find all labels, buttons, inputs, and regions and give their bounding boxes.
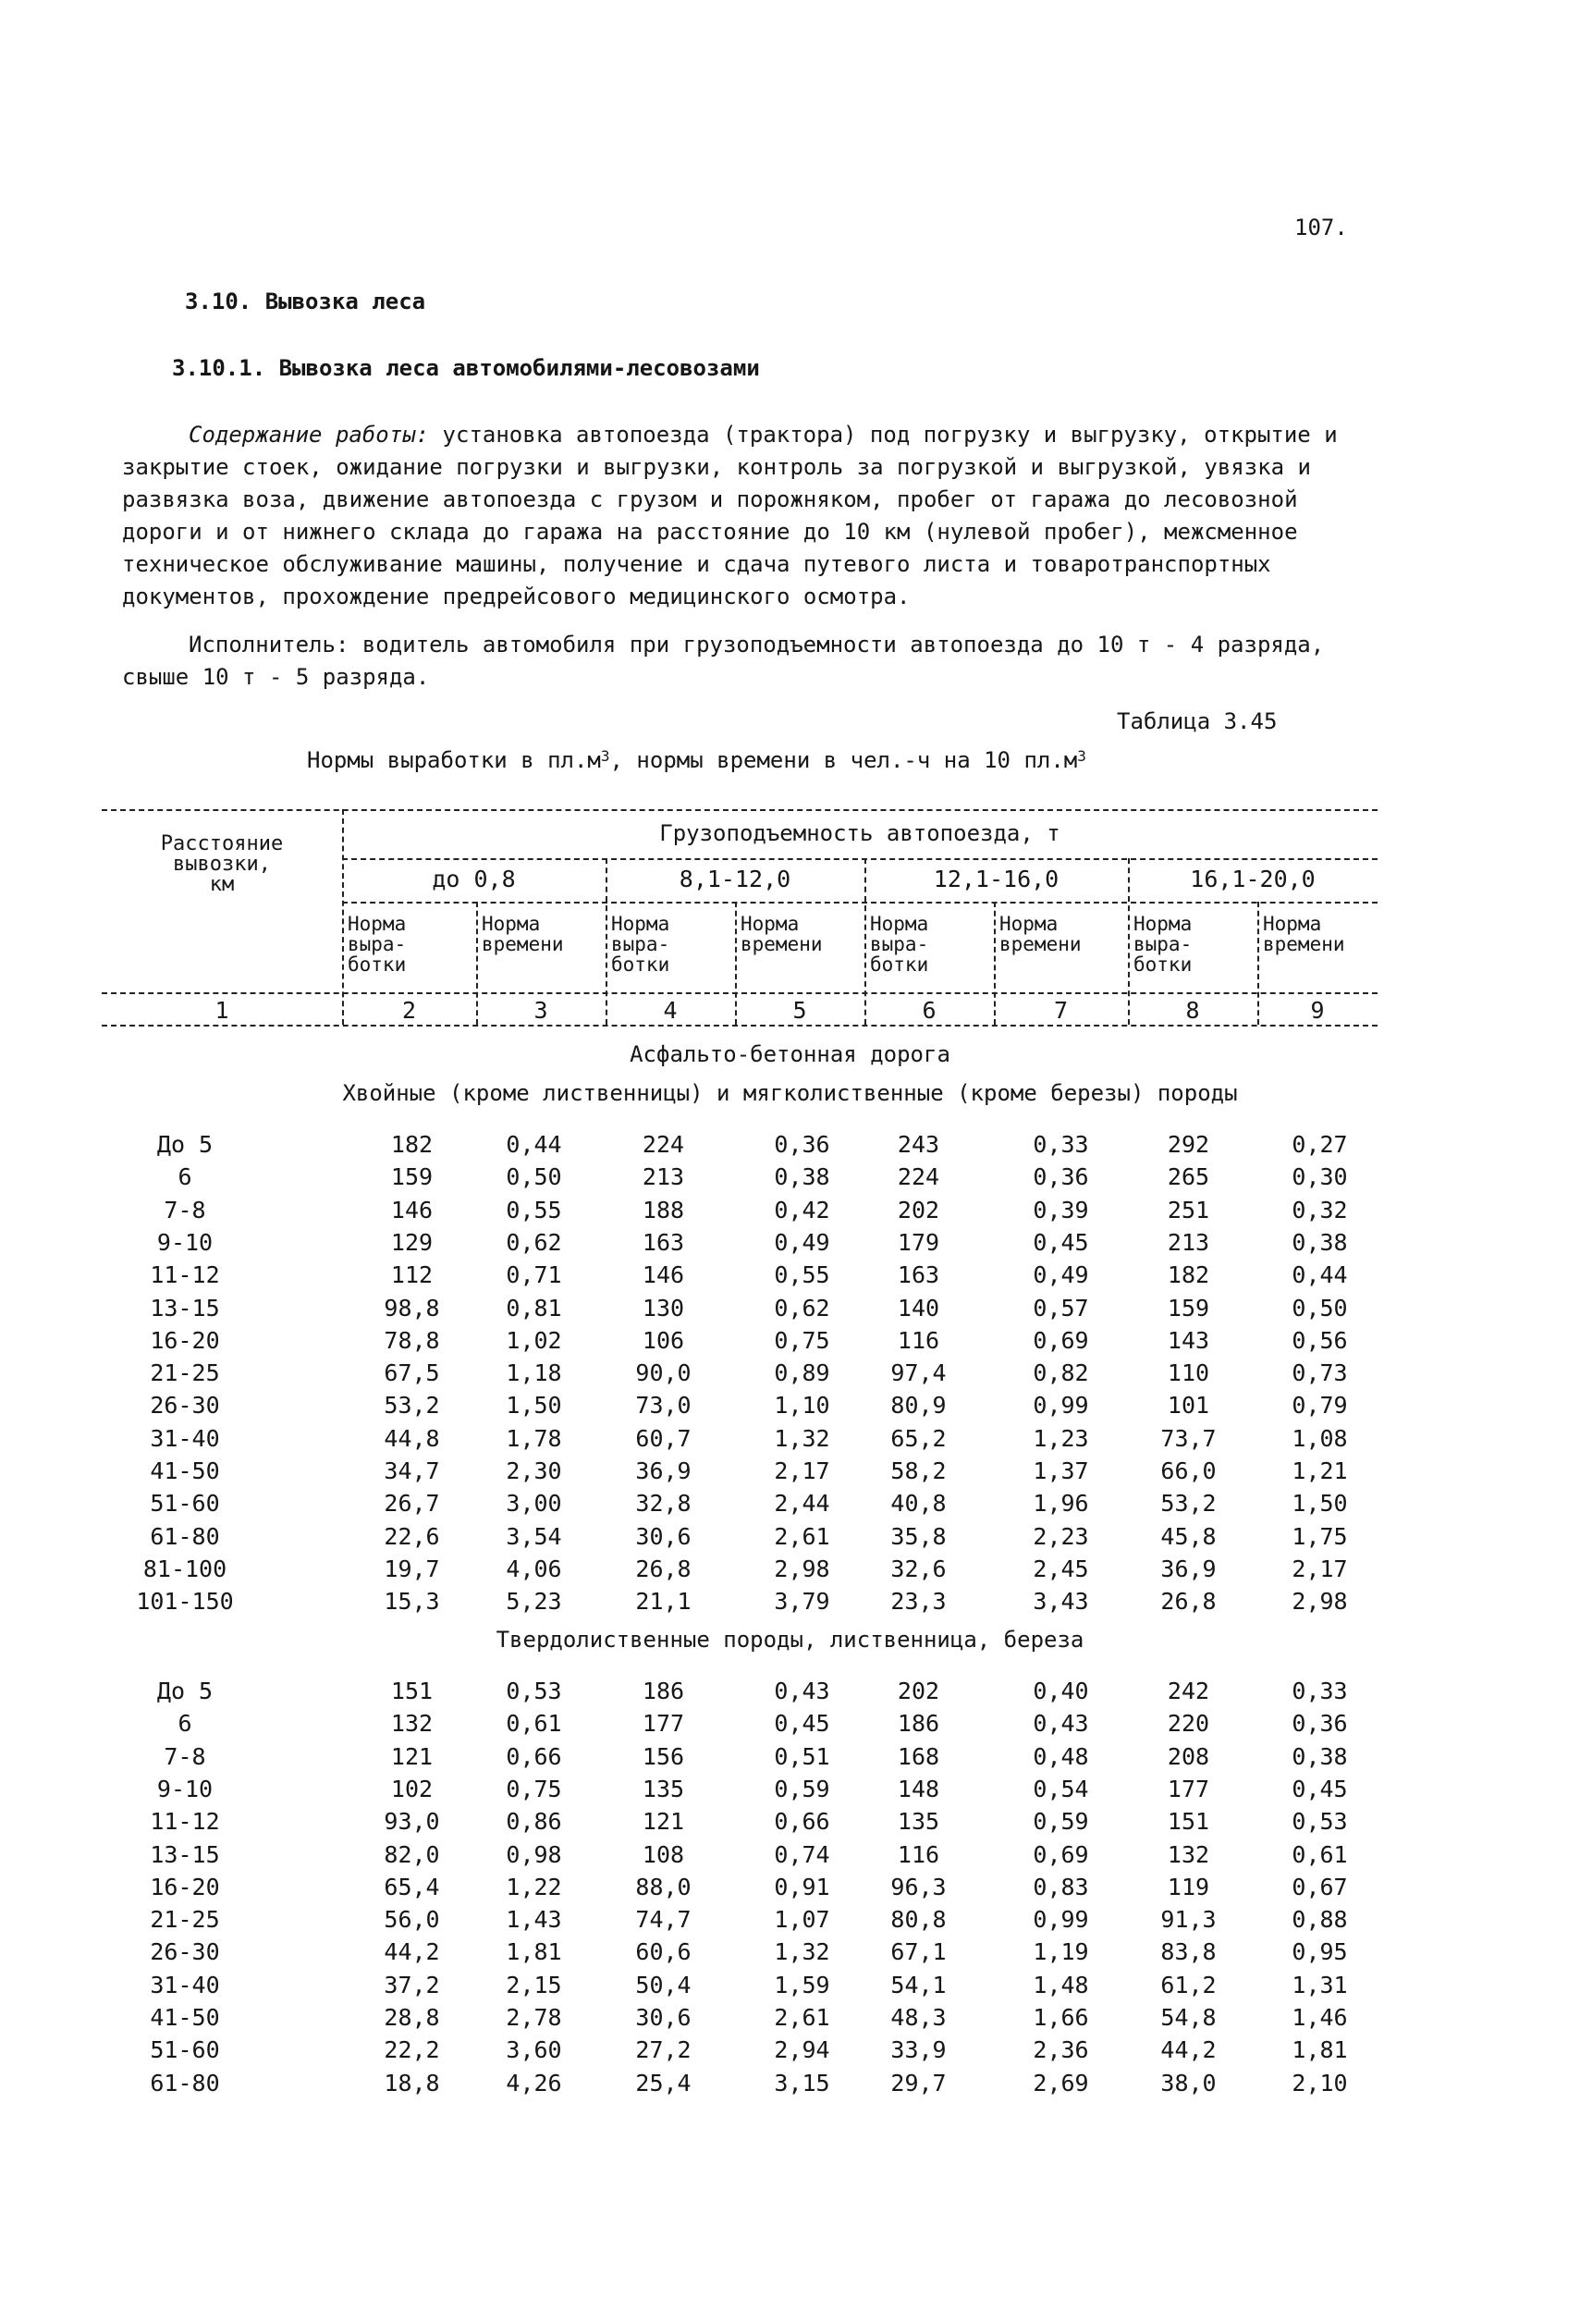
- value-cell: 44,2: [1160, 2036, 1217, 2063]
- time-norm-header: Норма времени: [482, 913, 564, 955]
- value-cell: 1,07: [774, 1906, 830, 1933]
- value-cell: 182: [390, 1131, 434, 1158]
- value-cell: 2,98: [1292, 1588, 1348, 1615]
- column-number: 3: [533, 997, 548, 1024]
- value-cell: 0,55: [774, 1261, 830, 1288]
- column-number-rule: [102, 1025, 1378, 1027]
- distance-cell: 26-30: [150, 1938, 220, 1965]
- value-cell: 151: [390, 1678, 434, 1704]
- value-cell: 91,3: [1160, 1906, 1217, 1933]
- value-cell: 0,74: [774, 1841, 830, 1868]
- distance-cell: 6: [178, 1163, 192, 1190]
- distance-cell: 9-10: [156, 1229, 214, 1256]
- value-cell: 0,42: [774, 1197, 830, 1223]
- value-cell: 1,81: [506, 1938, 562, 1965]
- value-cell: 26,8: [635, 1555, 692, 1582]
- output-norm-header: Норма выра- ботки: [870, 913, 929, 976]
- value-cell: 0,81: [506, 1295, 562, 1322]
- output-norm-header: Норма выра- ботки: [348, 913, 407, 976]
- value-cell: 130: [642, 1295, 685, 1322]
- value-cell: 140: [897, 1295, 940, 1322]
- distance-cell: 21-25: [150, 1359, 220, 1386]
- value-cell: 1,21: [1292, 1457, 1348, 1484]
- value-cell: 186: [642, 1678, 685, 1704]
- value-cell: 1,31: [1292, 1972, 1348, 1998]
- value-cell: 32,6: [890, 1555, 947, 1582]
- value-cell: 116: [897, 1327, 940, 1354]
- executor-paragraph: [122, 629, 1361, 694]
- column-number: 7: [1053, 997, 1069, 1024]
- distance-cell: 11-12: [150, 1261, 220, 1288]
- value-cell: 146: [390, 1197, 434, 1223]
- value-cell: 208: [1167, 1743, 1210, 1770]
- value-cell: 1,43: [506, 1906, 562, 1933]
- value-cell: 0,45: [1292, 1776, 1348, 1802]
- value-cell: 60,6: [635, 1938, 692, 1965]
- value-cell: 2,78: [506, 2004, 562, 2031]
- distance-cell: 61-80: [150, 1523, 220, 1550]
- value-cell: 80,8: [890, 1906, 947, 1933]
- value-cell: 0,36: [774, 1131, 830, 1158]
- value-cell: 0,57: [1033, 1295, 1089, 1322]
- value-cell: 0,62: [774, 1295, 830, 1322]
- value-cell: 88,0: [635, 1874, 692, 1900]
- value-cell: 28,8: [384, 2004, 440, 2031]
- value-cell: 30,6: [635, 2004, 692, 2031]
- value-cell: 26,7: [384, 1490, 440, 1517]
- value-cell: 179: [897, 1229, 940, 1256]
- value-cell: 0,43: [774, 1678, 830, 1704]
- value-cell: 5,23: [506, 1588, 562, 1615]
- value-cell: 135: [642, 1776, 685, 1802]
- value-cell: 0,53: [506, 1678, 562, 1704]
- value-cell: 102: [390, 1776, 434, 1802]
- value-cell: 2,61: [774, 1523, 830, 1550]
- table-caption: Нормы выработки в $пл.м^3$, нормы времени в чел.-ч на 10 $пл.м^3$: [307, 747, 1086, 773]
- value-cell: 0,83: [1033, 1874, 1089, 1900]
- value-cell: 1,78: [506, 1425, 562, 1452]
- column-number: 1: [214, 997, 229, 1024]
- capacity-group: 16,1-20,0: [1190, 866, 1316, 892]
- value-cell: 73,0: [635, 1392, 692, 1419]
- value-cell: 15,3: [384, 1588, 440, 1615]
- table-top-rule: [102, 809, 1378, 811]
- value-cell: 0,49: [1033, 1261, 1089, 1288]
- value-cell: 44,2: [384, 1938, 440, 1965]
- value-cell: 0,82: [1033, 1359, 1089, 1386]
- value-cell: 224: [897, 1163, 940, 1190]
- value-cell: 163: [642, 1229, 685, 1256]
- value-cell: 1,66: [1033, 2004, 1089, 2031]
- value-cell: 251: [1167, 1197, 1210, 1223]
- capacity-group: до 0,8: [432, 866, 516, 892]
- header-rule: [102, 992, 1378, 994]
- value-cell: 96,3: [890, 1874, 947, 1900]
- value-cell: 0,73: [1292, 1359, 1348, 1386]
- value-cell: 132: [390, 1710, 434, 1737]
- value-cell: 2,94: [774, 2036, 830, 2063]
- value-cell: 56,0: [384, 1906, 440, 1933]
- value-cell: 2,10: [1292, 2070, 1348, 2097]
- value-cell: 0,89: [774, 1359, 830, 1386]
- value-cell: 80,9: [890, 1392, 947, 1419]
- value-cell: 2,45: [1033, 1555, 1089, 1582]
- capacity-group: 12,1-16,0: [933, 866, 1059, 892]
- value-cell: 0,66: [506, 1743, 562, 1770]
- value-cell: 159: [390, 1163, 434, 1190]
- value-cell: 0,55: [506, 1197, 562, 1223]
- value-cell: 1,59: [774, 1972, 830, 1998]
- value-cell: 2,98: [774, 1555, 830, 1582]
- work-content-paragraph: [122, 419, 1361, 613]
- value-cell: 265: [1167, 1163, 1210, 1190]
- value-cell: 0,36: [1033, 1163, 1089, 1190]
- capacity-header: Грузоподъемность автопоезда, т: [659, 820, 1060, 846]
- value-cell: 202: [897, 1197, 940, 1223]
- capacity-rule: [342, 858, 1378, 860]
- value-cell: 0,27: [1292, 1131, 1348, 1158]
- distance-cell: 9-10: [156, 1776, 214, 1802]
- value-cell: 0,98: [506, 1841, 562, 1868]
- value-cell: 0,71: [506, 1261, 562, 1288]
- value-cell: 23,3: [890, 1588, 947, 1615]
- distance-cell: 31-40: [150, 1425, 220, 1452]
- distance-cell: 51-60: [150, 2036, 220, 2063]
- output-norm-header: Норма выра- ботки: [611, 913, 670, 976]
- column-number: 6: [922, 997, 937, 1024]
- value-cell: 0,33: [1033, 1131, 1089, 1158]
- value-cell: 132: [1167, 1841, 1210, 1868]
- distance-cell: 61-80: [150, 2070, 220, 2097]
- value-cell: 0,53: [1292, 1808, 1348, 1835]
- value-cell: 0,69: [1033, 1841, 1089, 1868]
- distance-cell: 51-60: [150, 1490, 220, 1517]
- value-cell: 34,7: [384, 1457, 440, 1484]
- value-cell: 119: [1167, 1874, 1210, 1900]
- value-cell: 0,38: [1292, 1229, 1348, 1256]
- value-cell: 1,10: [774, 1392, 830, 1419]
- value-cell: 0,99: [1033, 1392, 1089, 1419]
- value-cell: 4,26: [506, 2070, 562, 2097]
- value-cell: 22,6: [384, 1523, 440, 1550]
- value-cell: 159: [1167, 1295, 1210, 1322]
- value-cell: 1,37: [1033, 1457, 1089, 1484]
- value-cell: 37,2: [384, 1972, 440, 1998]
- value-cell: 74,7: [635, 1906, 692, 1933]
- value-cell: 156: [642, 1743, 685, 1770]
- value-cell: 82,0: [384, 1841, 440, 1868]
- value-cell: 177: [1167, 1776, 1210, 1802]
- output-norm-header: Норма выра- ботки: [1133, 913, 1193, 976]
- group-rule: [342, 902, 1378, 904]
- distance-cell: 11-12: [150, 1808, 220, 1835]
- value-cell: 36,9: [1160, 1555, 1217, 1582]
- capacity-group: 8,1-12,0: [679, 866, 791, 892]
- value-cell: 0,36: [1292, 1710, 1348, 1737]
- value-cell: 27,2: [635, 2036, 692, 2063]
- distance-cell: 13-15: [150, 1295, 220, 1322]
- time-norm-header: Норма времени: [999, 913, 1082, 955]
- road-title: Асфальто-бетонная дорога: [630, 1041, 950, 1067]
- value-cell: 30,6: [635, 1523, 692, 1550]
- value-cell: 0,59: [774, 1776, 830, 1802]
- distance-cell: До 5: [156, 1678, 214, 1704]
- value-cell: 143: [1167, 1327, 1210, 1354]
- distance-cell: 16-20: [150, 1327, 220, 1354]
- value-cell: 21,1: [635, 1588, 692, 1615]
- value-cell: 168: [897, 1743, 940, 1770]
- value-cell: 2,44: [774, 1490, 830, 1517]
- value-cell: 0,62: [506, 1229, 562, 1256]
- value-cell: 22,2: [384, 2036, 440, 2063]
- time-norm-header: Норма времени: [1263, 913, 1345, 955]
- value-cell: 110: [1167, 1359, 1210, 1386]
- value-cell: 67,5: [384, 1359, 440, 1386]
- value-cell: 242: [1167, 1678, 1210, 1704]
- value-cell: 67,1: [890, 1938, 947, 1965]
- value-cell: 44,8: [384, 1425, 440, 1452]
- value-cell: 0,38: [1292, 1743, 1348, 1770]
- content-text: установка автопоезда (трактора) под погрузку и выгрузку, открытие и закрытие стоек, ожидание погрузки и выгрузки, контроль за погрузкой и выгрузкой, увязка и развязка воза, движение автопоезда с грузом и порожняком, пробег от гаража до лесовозной дороги и от нижнего склада до гаража на расстояние до 10 км (нулевой пробег), межсменное техническое обслуживание машины, получение и сдача путевого листа и товаротранспортных документов, прохождение предрейсового медицинского осмотра.: [122, 422, 1338, 609]
- value-cell: 0,32: [1292, 1197, 1348, 1223]
- value-cell: 18,8: [384, 2070, 440, 2097]
- value-cell: 0,75: [506, 1776, 562, 1802]
- value-cell: 0,43: [1033, 1710, 1089, 1737]
- value-cell: 3,60: [506, 2036, 562, 2063]
- value-cell: 0,30: [1292, 1163, 1348, 1190]
- value-cell: 1,46: [1292, 2004, 1348, 2031]
- value-cell: 1,50: [506, 1392, 562, 1419]
- time-norm-header: Норма времени: [741, 913, 823, 955]
- distance-cell: 21-25: [150, 1906, 220, 1933]
- value-cell: 4,06: [506, 1555, 562, 1582]
- value-cell: 32,8: [635, 1490, 692, 1517]
- distance-cell: 7-8: [164, 1743, 206, 1770]
- distance-cell: 7-8: [164, 1197, 206, 1223]
- value-cell: 2,15: [506, 1972, 562, 1998]
- value-cell: 0,50: [506, 1163, 562, 1190]
- column-number: 8: [1185, 997, 1200, 1024]
- value-cell: 0,51: [774, 1743, 830, 1770]
- value-cell: 0,79: [1292, 1392, 1348, 1419]
- distance-cell: 26-30: [150, 1392, 220, 1419]
- value-cell: 2,36: [1033, 2036, 1089, 2063]
- value-cell: 0,48: [1033, 1743, 1089, 1770]
- value-cell: 0,88: [1292, 1906, 1348, 1933]
- value-cell: 121: [390, 1743, 434, 1770]
- value-cell: 0,33: [1292, 1678, 1348, 1704]
- distance-cell: 31-40: [150, 1972, 220, 1998]
- value-cell: 2,17: [1292, 1555, 1348, 1582]
- value-cell: 0,45: [774, 1710, 830, 1737]
- column-number: 4: [663, 997, 678, 1024]
- value-cell: 0,61: [506, 1710, 562, 1737]
- distance-cell: 16-20: [150, 1874, 220, 1900]
- value-cell: 2,61: [774, 2004, 830, 2031]
- value-cell: 90,0: [635, 1359, 692, 1386]
- value-cell: 224: [642, 1131, 685, 1158]
- value-cell: 58,2: [890, 1457, 947, 1484]
- value-cell: 3,00: [506, 1490, 562, 1517]
- executor-text: Исполнитель: водитель автомобиля при грузоподъемности автопоезда до 10 т - 4 разряда, свыше 10 т - 5 разряда.: [122, 632, 1325, 690]
- value-cell: 97,4: [890, 1359, 947, 1386]
- value-cell: 3,43: [1033, 1588, 1089, 1615]
- value-cell: 1,02: [506, 1327, 562, 1354]
- value-cell: 0,66: [774, 1808, 830, 1835]
- value-cell: 54,8: [1160, 2004, 1217, 2031]
- value-cell: 0,95: [1292, 1938, 1348, 1965]
- value-cell: 116: [897, 1841, 940, 1868]
- value-cell: 3,15: [774, 2070, 830, 2097]
- value-cell: 112: [390, 1261, 434, 1288]
- section-title: Твердолиственные породы, лиственница, береза: [496, 1627, 1084, 1653]
- value-cell: 0,40: [1033, 1678, 1089, 1704]
- section-title: 3.10. Вывозка леса: [185, 289, 426, 314]
- value-cell: 177: [642, 1710, 685, 1737]
- table-label: Таблица 3.45: [1117, 708, 1278, 734]
- value-cell: 36,9: [635, 1457, 692, 1484]
- value-cell: 73,7: [1160, 1425, 1217, 1452]
- column-number: 2: [401, 997, 417, 1024]
- value-cell: 98,8: [384, 1295, 440, 1322]
- value-cell: 108: [642, 1841, 685, 1868]
- value-cell: 66,0: [1160, 1457, 1217, 1484]
- value-cell: 213: [642, 1163, 685, 1190]
- value-cell: 26,8: [1160, 1588, 1217, 1615]
- value-cell: 163: [897, 1261, 940, 1288]
- value-cell: 38,0: [1160, 2070, 1217, 2097]
- value-cell: 0,38: [774, 1163, 830, 1190]
- value-cell: 0,49: [774, 1229, 830, 1256]
- value-cell: 29,7: [890, 2070, 947, 2097]
- distance-cell: 41-50: [150, 2004, 220, 2031]
- page-number: 107.: [1294, 215, 1348, 240]
- value-cell: 0,91: [774, 1874, 830, 1900]
- value-cell: 0,45: [1033, 1229, 1089, 1256]
- value-cell: 33,9: [890, 2036, 947, 2063]
- value-cell: 1,18: [506, 1359, 562, 1386]
- value-cell: 1,75: [1292, 1523, 1348, 1550]
- value-cell: 148: [897, 1776, 940, 1802]
- value-cell: 1,19: [1033, 1938, 1089, 1965]
- value-cell: 151: [1167, 1808, 1210, 1835]
- value-cell: 3,54: [506, 1523, 562, 1550]
- value-cell: 106: [642, 1327, 685, 1354]
- value-cell: 53,2: [384, 1392, 440, 1419]
- content-label: Содержание работы:: [189, 422, 430, 448]
- value-cell: 182: [1167, 1261, 1210, 1288]
- value-cell: 129: [390, 1229, 434, 1256]
- distance-cell: 81-100: [142, 1555, 227, 1582]
- value-cell: 0,44: [506, 1131, 562, 1158]
- value-cell: 48,3: [890, 2004, 947, 2031]
- value-cell: 186: [897, 1710, 940, 1737]
- distance-cell: 101-150: [136, 1588, 234, 1615]
- value-cell: 50,4: [635, 1972, 692, 1998]
- value-cell: 65,4: [384, 1874, 440, 1900]
- value-cell: 93,0: [384, 1808, 440, 1835]
- value-cell: 83,8: [1160, 1938, 1217, 1965]
- value-cell: 243: [897, 1131, 940, 1158]
- value-cell: 1,22: [506, 1874, 562, 1900]
- value-cell: 0,75: [774, 1327, 830, 1354]
- value-cell: 45,8: [1160, 1523, 1217, 1550]
- value-cell: 1,96: [1033, 1490, 1089, 1517]
- value-cell: 0,61: [1292, 1841, 1348, 1868]
- value-cell: 78,8: [384, 1327, 440, 1354]
- value-cell: 25,4: [635, 2070, 692, 2097]
- value-cell: 0,69: [1033, 1327, 1089, 1354]
- column-number: 9: [1310, 997, 1325, 1024]
- value-cell: 1,50: [1292, 1490, 1348, 1517]
- value-cell: 40,8: [890, 1490, 947, 1517]
- value-cell: 0,39: [1033, 1197, 1089, 1223]
- distance-header: Расстояние вывозки, км: [160, 832, 284, 896]
- distance-cell: 13-15: [150, 1841, 220, 1868]
- distance-cell: 41-50: [150, 1457, 220, 1484]
- value-cell: 65,2: [890, 1425, 947, 1452]
- value-cell: 2,23: [1033, 1523, 1089, 1550]
- value-cell: 188: [642, 1197, 685, 1223]
- value-cell: 60,7: [635, 1425, 692, 1452]
- value-cell: 1,32: [774, 1938, 830, 1965]
- value-cell: 3,79: [774, 1588, 830, 1615]
- value-cell: 1,48: [1033, 1972, 1089, 1998]
- value-cell: 0,67: [1292, 1874, 1348, 1900]
- value-cell: 121: [642, 1808, 685, 1835]
- value-cell: 54,1: [890, 1972, 947, 1998]
- value-cell: 53,2: [1160, 1490, 1217, 1517]
- value-cell: 1,81: [1292, 2036, 1348, 2063]
- value-cell: 0,56: [1292, 1327, 1348, 1354]
- value-cell: 1,08: [1292, 1425, 1348, 1452]
- distance-cell: 6: [178, 1710, 192, 1737]
- value-cell: 220: [1167, 1710, 1210, 1737]
- value-cell: 2,30: [506, 1457, 562, 1484]
- value-cell: 202: [897, 1678, 940, 1704]
- value-cell: 2,69: [1033, 2070, 1089, 2097]
- value-cell: 213: [1167, 1229, 1210, 1256]
- value-cell: 101: [1167, 1392, 1210, 1419]
- value-cell: 135: [897, 1808, 940, 1835]
- value-cell: 0,50: [1292, 1295, 1348, 1322]
- value-cell: 1,23: [1033, 1425, 1089, 1452]
- section-title: Хвойные (кроме лиственницы) и мягколиственные (кроме березы) породы: [342, 1080, 1238, 1106]
- value-cell: 2,17: [774, 1457, 830, 1484]
- value-cell: 0,59: [1033, 1808, 1089, 1835]
- value-cell: 292: [1167, 1131, 1210, 1158]
- subsection-title: 3.10.1. Вывозка лесa автомобилями-лесовозами: [172, 355, 760, 381]
- value-cell: 19,7: [384, 1555, 440, 1582]
- value-cell: 61,2: [1160, 1972, 1217, 1998]
- value-cell: 0,86: [506, 1808, 562, 1835]
- value-cell: 146: [642, 1261, 685, 1288]
- value-cell: 0,99: [1033, 1906, 1089, 1933]
- column-number: 5: [792, 997, 807, 1024]
- value-cell: 0,54: [1033, 1776, 1089, 1802]
- value-cell: 0,44: [1292, 1261, 1348, 1288]
- value-cell: 35,8: [890, 1523, 947, 1550]
- value-cell: 1,32: [774, 1425, 830, 1452]
- distance-cell: До 5: [156, 1131, 214, 1158]
